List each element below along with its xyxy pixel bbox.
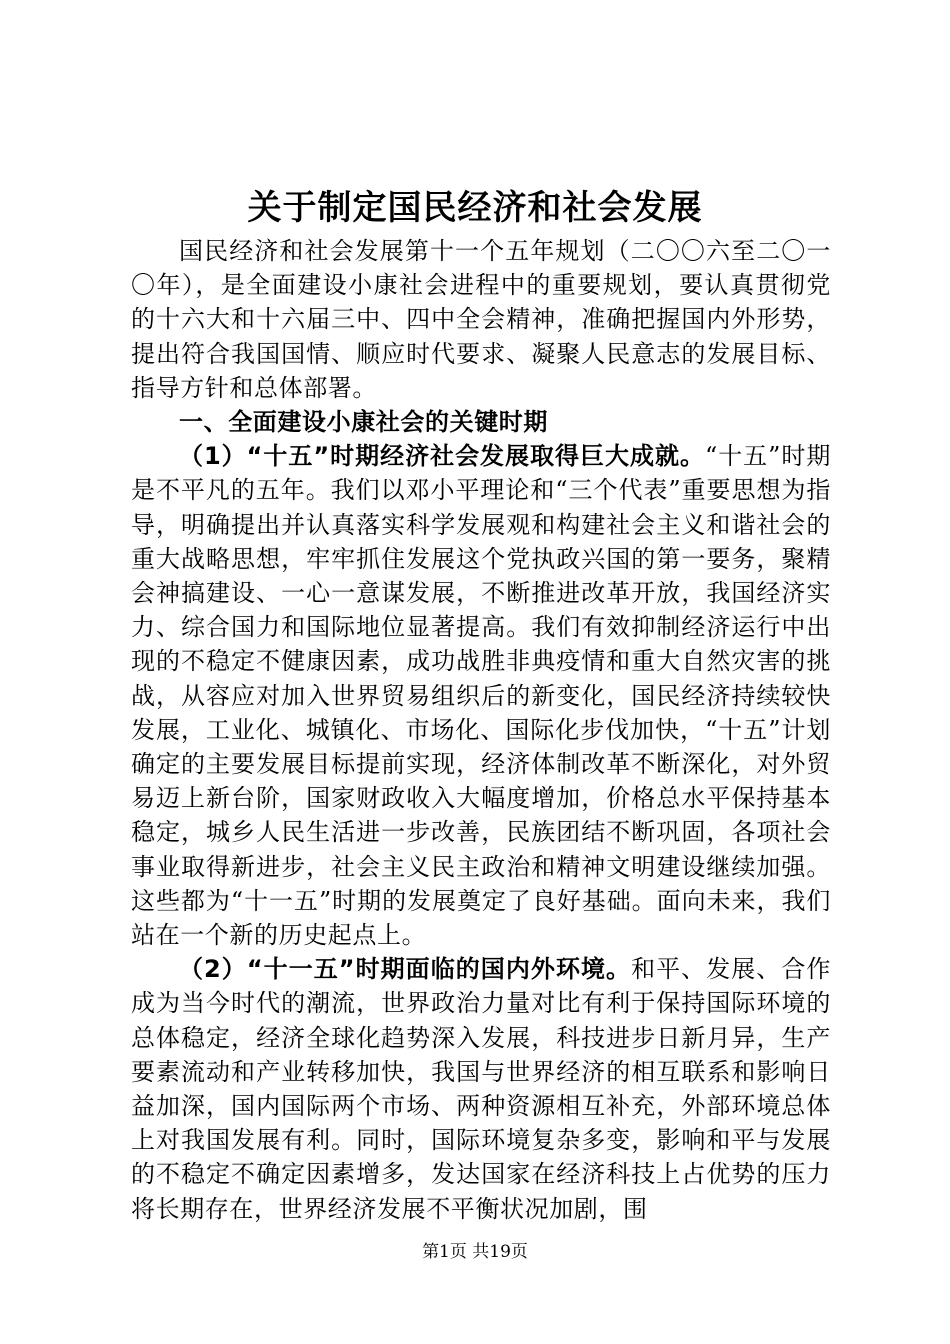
page-footer: 第1页 共19页 xyxy=(422,1242,528,1262)
paragraph-2 xyxy=(131,952,831,1226)
paragraph-1-text: “十五”时期是不平凡的五年。我们以邓小平理论和“三个代表”重要思想为指导，明确提出并认真落实科学发展观和构建社会主义和谐社会的重大战略思想，牢牢抓住发展这个党执政兴国的第一要务，聚精会神搞建设、一心一意谋发展，不断推进改革开放，我国经济实力、综合国力和国际地位显著提高。我们有效抑制经济运行中出现的不稳定不健康因素，成功战胜非典疫情和重大自然灾害的挑战，从容应对加入世界贸易组织后的新变化，国民经济持续较快发展，工业化、城镇化、市场化、国际化步伐加快，“十五”计划确定的主要发展目标提前实现，经济体制改革不断深化，对外贸易迈上新台阶，国家财政收入大幅度增加，价格总水平保持基本稳定，城乡人民生活进一步改善，民族团结不断巩固，各项社会事业取得新进步，社会主义民主政治和精神文明建设继续加强。这些都为“十一五”时期的发展奠定了良好基础。面向未来，我们站在一个新的历史起点上。 xyxy=(131,442,832,950)
paragraph-1-lead: （1）“十五”时期经济社会发展取得巨大成就。 xyxy=(179,442,705,471)
paragraph-2-text: 和平、发展、合作成为当今时代的潮流，世界政治力量对比有利于保持国际环境的总体稳定，经济全球化趋势深入发展，科技进步日新月异，生产要素流动和产业转移加快，我国与世界经济的相互联系和影响日益加深，国内国际两个市场、两种资源相互补充，外部环境总体上对我国发展有利。同时，国际环境复杂多变，影响和平与发展的不稳定不确定因素增多，发达国家在经济科技上占优势的压力将长期存在，世界经济发展不平衡状况加剧，围 xyxy=(131,955,831,1223)
paragraph-2-lead: （2）“十一五”时期面临的国内外环境。 xyxy=(179,955,632,984)
intro-paragraph: 国民经济和社会发展第十一个五年规划（二〇〇六至二〇一〇年），是全面建设小康社会进程中的重要规划，要认真贯彻党的十六大和十六届三中、四中全会精神，准确把握国内外形势，提出符合我国国情、顺应时代要求、凝聚人民意志的发展目标、指导方针和总体部署。 xyxy=(131,237,831,402)
paragraph-1 xyxy=(131,439,831,952)
document-title: 关于制定国民经济和社会发展 xyxy=(247,188,703,228)
section-heading: 一、全面建设小康社会的关键时期 xyxy=(179,408,548,437)
document-body xyxy=(131,234,831,1226)
